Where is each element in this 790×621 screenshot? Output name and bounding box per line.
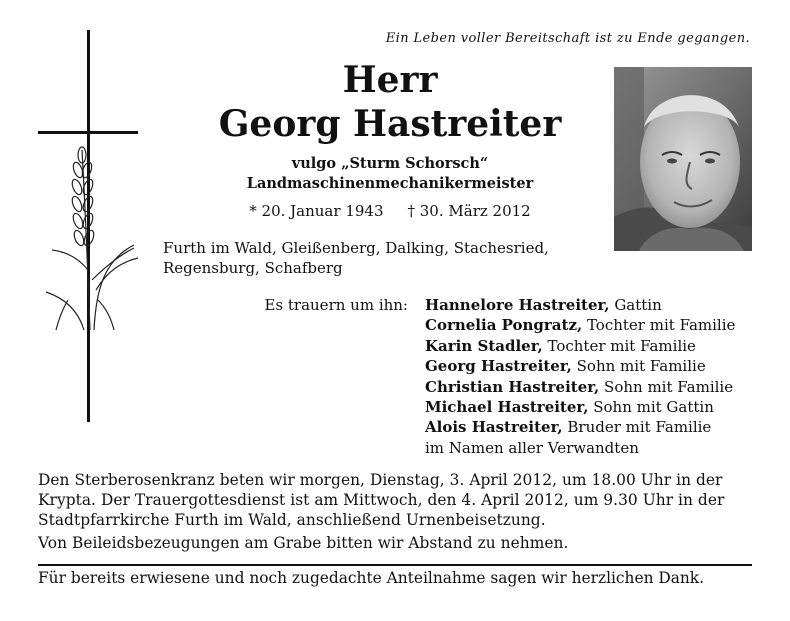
mourner-relation: Sohn mit Familie [571,357,706,376]
mourner-relation: Sohn mit Familie [599,377,734,396]
service-text: Den Sterberosenkranz beten wir morgen, Dienstag, 3. April 2012, um 18.00 Uhr in der Krypta. Der Trauergottesdienst ist am Mittwoch, den 4. April 2012, um 9.30 Uhr in der Stadtpfarrkirche Furth im Wald, anschließend Urnenbeisetzung. [38,471,725,529]
mourner-name: Michael Hastreiter, [425,398,589,417]
condolence-text: Von Beileidsbezeugungen am Grabe bitten wir Abstand zu nehmen. [38,534,569,552]
list-item [425,417,765,437]
service-information [38,470,758,553]
places: Furth im Wald, Gleißenberg, Dalking, Stachesried, Regensburg, Schafberg [163,239,549,277]
list-item [425,356,765,376]
deceased-name: Georg Hastreiter [218,103,562,145]
divider [38,564,752,566]
mourner-relation: Tochter mit Familie [542,336,696,355]
mourners-list [425,295,765,458]
portrait-photo [614,67,752,251]
birth-date: * 20. Januar 1943 [249,202,384,220]
mourner-name: Karin Stadler, [425,336,543,355]
thanks-text: Für bereits erwiesene und noch zugedachte Anteilnahme sagen wir herzlichen Dank. [38,569,705,587]
list-item [425,295,765,315]
occupation: Landmaschinenmechanikermeister [246,175,534,192]
mourner-name: Alois Hastreiter, [425,418,563,437]
life-dates [160,202,620,220]
nickname: vulgo „Sturm Schorsch“ [291,155,489,172]
mourner-name: Christian Hastreiter, [425,377,600,396]
list-item [425,397,765,417]
motto: Ein Leben voller Bereitschaft ist zu Ende gegangen. [385,31,750,46]
cross-with-wheat-icon [38,30,160,422]
mourner-relation: Sohn mit Gattin [588,398,714,417]
honorific: Herr [342,59,438,101]
list-item [425,377,765,397]
mourner-relation: Gattin [609,296,662,314]
mourner-relation: Tochter mit Familie [582,316,736,335]
mourner-name: Georg Hastreiter, [425,357,572,376]
mourners-label: Es trauern um ihn: [264,296,408,314]
mourner-name: Cornelia Pongratz, [425,316,583,335]
list-item [425,315,765,335]
death-date: † 30. März 2012 [407,202,531,220]
mourner-name: Hannelore Hastreiter, [425,296,610,314]
mourners-footer: im Namen aller Verwandten [425,438,639,457]
list-item [425,336,765,356]
mourner-relation: Bruder mit Familie [562,418,712,437]
